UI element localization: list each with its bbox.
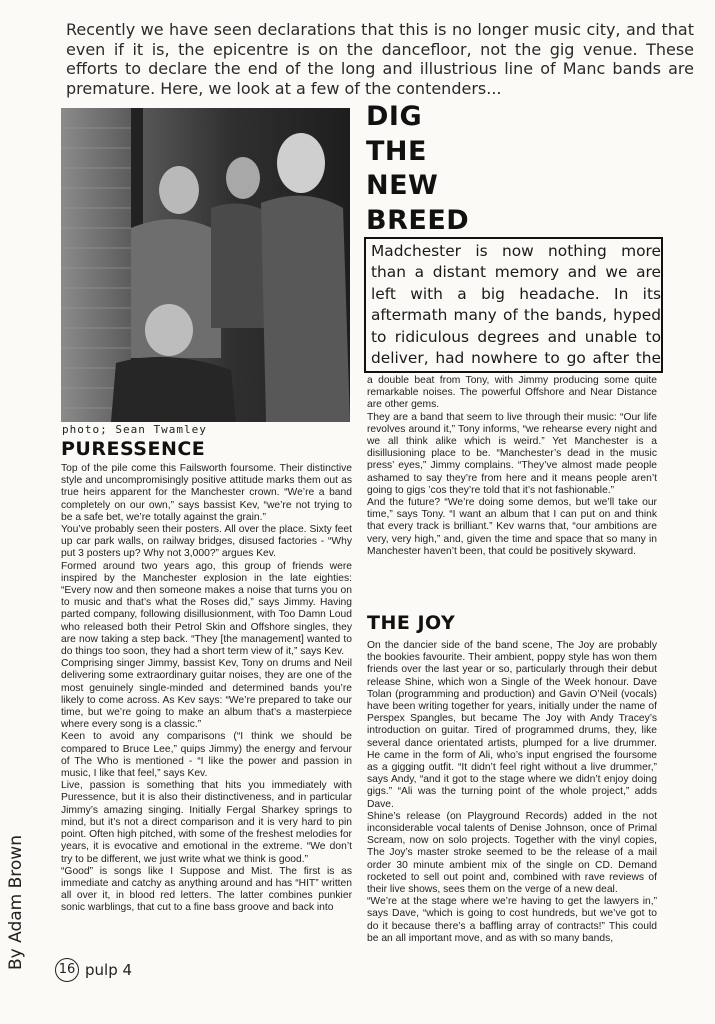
publication-title: pulp 4	[85, 961, 133, 979]
puressence-continued-column	[367, 375, 657, 558]
puressence-column	[61, 463, 352, 915]
standfirst-box: Madchester is now nothing more than a distant memory and we are left with a big headache. In its aftermath many of the bands, hyped to ridiculous degrees and unable to deliver, had nowhere to go after the	[364, 237, 663, 373]
byline: By Adam Brown	[6, 835, 26, 970]
intro-paragraph: Recently we have seen declarations that this is no longer music city, and that even if it is, the epicentre is on the dancefloor, not the gig venue. These efforts to declare the end of the long and illustrious line of Manc bands are premature. Here, we look at a few of the contenders...	[66, 20, 694, 98]
headline-line: DIG	[366, 101, 423, 132]
body-paragraph: Shine’s release (on Playground Records) added in the not inconsiderable vocal talents of Denise Johnson, once of Primal Scream, now on solo projects. Together with the vinyl copies, The Joy’s master stroke seemed to be the release of a mail order 30 minute ambient mix of the single on CD. Demand rocketed to sell out point and, combined with rave reviews of their live shows, sees them on the verge of a new deal.	[367, 810, 657, 896]
headline-line: THE	[366, 135, 427, 167]
page-folio	[55, 958, 132, 982]
body-paragraph: Keen to avoid any comparisons (“I think we should be compared to Bruce Lee,” quips Jimmy) the energy and fervour of The Who is mentioned - “I like the power and passion in music, I like that feel,” says Kev.	[61, 731, 352, 780]
body-paragraph: On the dancier side of the band scene, The Joy are probably the bookies favourite. Their ambient, poppy style has won them friends over the last year or so, particularly through their debut release Shine, which won a Single of the Week honour. Dave Tolan (programming and production) and Gavin O’Neil (vocals) have been writing together for years, initially under the name of Perspex Spangles, but became The Joy with Andy Tracey’s introduction on guitar. Tired of programmed drums, they, like several dance orientated artists, plumped for a live drummer. He came in the form of Ali, who’s input engrised the foursome as a gigging outfit. “It didn’t feel right without a live drummer,” says Andy, “and it got to the stage where we didn’t enjoy doing gigs.” “Ali was the turning point of the whole project,” adds Dave.	[367, 640, 657, 810]
the-joy-column	[367, 640, 657, 945]
body-paragraph: Live, passion is something that hits you immediately with Puressence, but it is also their distinctiveness, and in particular Jimmy’s amazing singing. Initially Fergal Sharkey springs to mind, but it’s not a direct comparison and it is very hard to pin point. Often high pitched, with some of the freshest melodies for years, it is evocative and emotional in the extreme. “We don’t try to be different, we just write what we think is good.”	[61, 780, 352, 865]
body-paragraph: You’ve probably seen their posters. All over the place. Sixty feet up car park walls, on railway bridges, disused factories - “Why put 3 posters up? Why not 3,000?” argues Kev.	[61, 524, 352, 560]
body-paragraph: And the future? “We’re doing some demos, but we’ll take our time,” says Tony. “I want an album that I can put on and think that every track is brilliant.” Kev warns that, “our ambitions are very, very high,” and, given the time and space that so many in Manchester haven’t been, that could be positively skyward.	[367, 497, 657, 557]
body-paragraph: a double beat from Tony, with Jimmy producing some quite remarkable noises. The powerful Offshore and Near Distance are other gems.	[367, 375, 657, 411]
page-number: 16	[55, 958, 79, 982]
headline	[366, 100, 696, 238]
the-joy-heading: THE JOY	[367, 612, 456, 634]
body-paragraph: They are a band that seem to live through their music: “Our life revolves around it,” Tony informs, “we rehearse every night and we all think alike which is weird.” Yet Manchester is a disillusioning place to be. “Manchester’s dead in the music press’ eyes,” Jimmy complains. “They’ve almost made people ashamed to say they’re from here and it means people aren’t going to gigs ’cos they’re told that it’s not fashionable.”	[367, 411, 657, 496]
band-photo	[61, 108, 350, 422]
band-photo-image	[61, 108, 350, 422]
headline-line: BREED	[366, 204, 470, 236]
photo-credit: photo; Sean Twamley	[62, 423, 207, 436]
body-paragraph: Top of the pile come this Failsworth foursome. Their distinctive style and uncompromisingly positive attitude marks them out as true heirs apparent for the Manchester crown. “We’re a band completely on our own,” says bassist Kev, “we’re not trying to be a safe bet, we’re totally against the grain.”	[61, 463, 352, 523]
puressence-heading: PURESSENCE	[61, 438, 206, 460]
headline-line: NEW	[366, 170, 439, 201]
body-paragraph: “Good” is songs like I Suppose and Mist. The first is as immediate and catchy as anything around and has “HIT” written all over it, in blood red letters. The latter combines punkier sonic warblings, that cut to a fine bass groove and back into	[61, 865, 352, 914]
body-paragraph: Comprising singer Jimmy, bassist Kev, Tony on drums and Neil delivering some extraordinary guitar noises, they are one of the most genuinely single-minded and determined bands you’re likely to come across. As Kev says: “We’re prepared to take our time, but we’re going to make an album that’s a masterpiece where every song is a classic.”	[61, 658, 352, 731]
body-paragraph: Formed around two years ago, this group of friends were inspired by the Manchester explosion in the late eighties: “Every now and then someone makes a noise that turns you on to music and that’s what the Roses did,” says Jimmy. Having parted company, following disillusionment, with Too Damn Loud who released both their Petrol Skin and Offshore singles, they are now taking a step back. “They [the management] wanted to do things too soon, they had a short term view of it,” says Kev.	[61, 560, 352, 658]
body-paragraph: “We’re at the stage where we’re having to get the lawyers in,” says Dave, “which is going to cost hundreds, but we’ve got to do it because there’s a baffling array of contracts!” This could be an all important move, and as with so many bands,	[367, 896, 657, 944]
